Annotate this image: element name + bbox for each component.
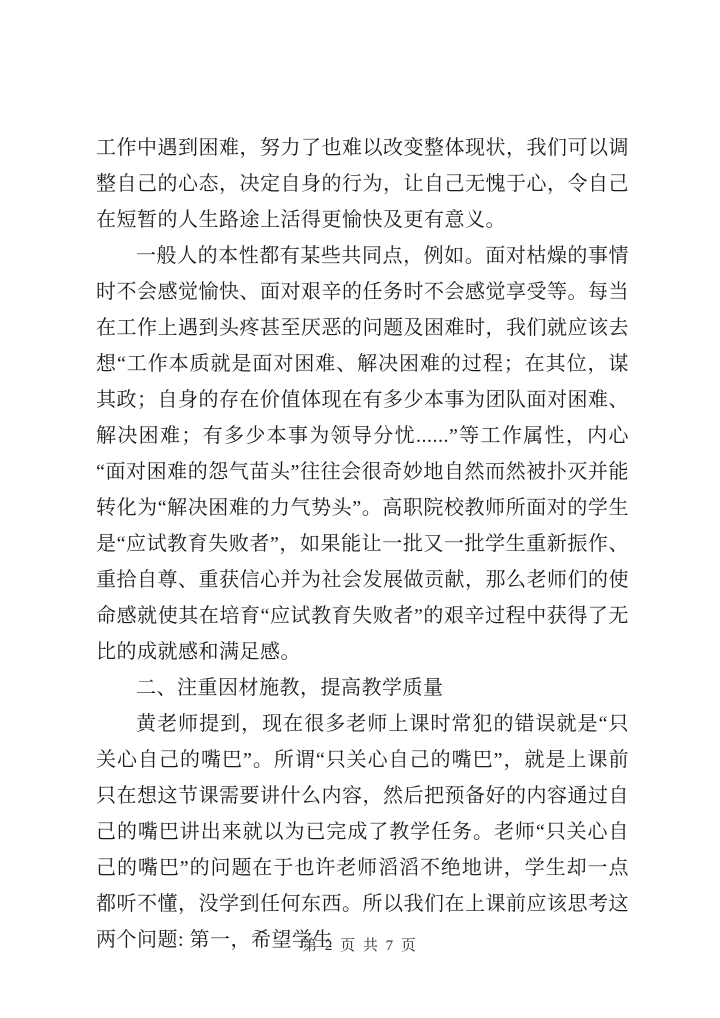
section-heading: 二、注重因材施教，提高教学质量 (136, 677, 444, 699)
paragraph-continuation: 工作中遇到困难，努力了也难以改变整体现状，我们可以调整自己的心态，决定自身的行为，让自己无愧于心，令自己在短暂的人生路途上活得更愉快及更有意义。 (96, 137, 629, 231)
paragraph-body: 一般人的本性都有某些共同点，例如。面对枯燥的事情时不会感觉愉快、面对艰辛的任务时不会感觉享受等。每当在工作上遇到头疼甚至厌恶的问题及困难时，我们就应该去想“工作本质就是面对困难、解决困难的过程；在其位，谋其政；自身的存在价值体现在有多少本事为团队面对困难、解决困难；有多少本事为领导分忧......”等工作属性，内心“面对困难的怨气苗头”往往会很奇妙地自然而然被扑灭并能转化为“解决困难的力气势头”。高职院校教师所面对的学生是“应试教育失败者”，如果能让一批又一批学生重新振作、重拾自尊、重获信心并为社会发展做贡献，那么老师们的使命感就使其在培育“应试教育失败者”的艰辛过程中获得了无比的成就感和满足感。 (96, 245, 629, 663)
paragraph-body: 黄老师提到，现在很多老师上课时常犯的错误就是“只关心自己的嘴巴”。所谓“只关心自己的嘴巴”，就是上课前只在想这节课需要讲什么内容，然后把预备好的内容通过自己的嘴巴讲出来就以为已完成了教学任务。老师“只关心自己的嘴巴”的问题在于也许老师滔滔不绝地讲，学生却一点都听不懂，没学到任何东西。所以我们在上课前应该思考这两个问题: 第一，希望学生 (96, 713, 629, 951)
page-number-footer: 第 2 页 共 7 页 (302, 938, 418, 954)
document-body (96, 130, 629, 958)
